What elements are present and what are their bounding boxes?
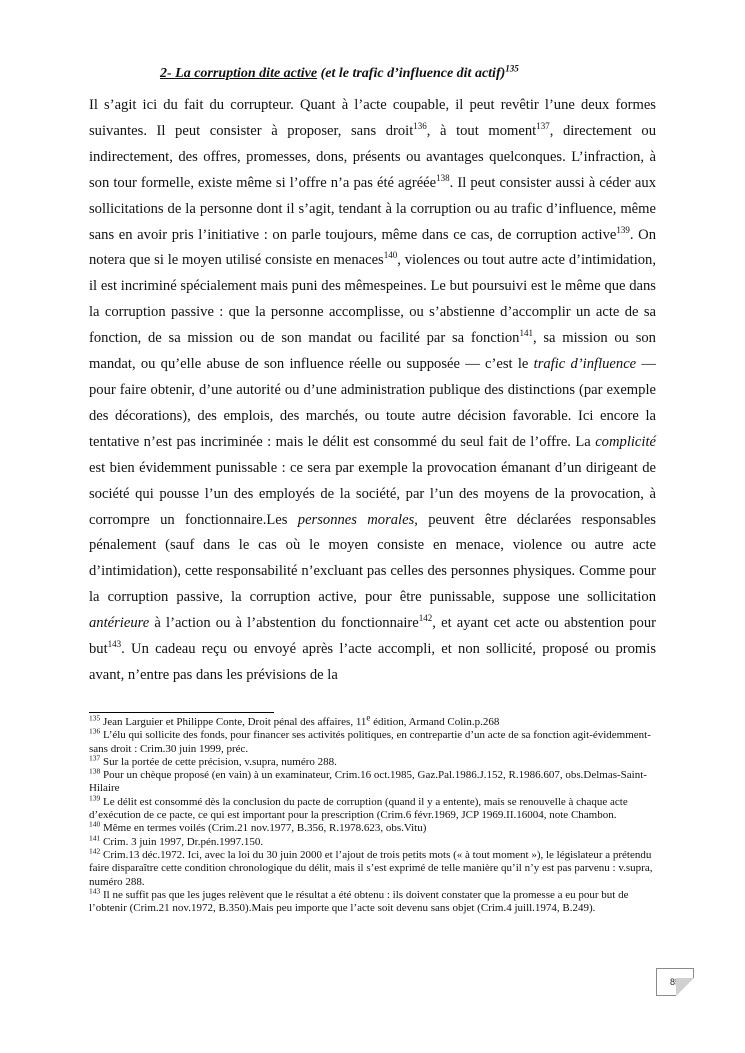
- heading-rest-text: (et le trafic d’influence dit actif): [317, 66, 506, 81]
- text-run: Pour un chèque proposé (en vain) à un examinateur, Crim.16 oct.1985, Gaz.Pal.1986.J.152, R.1986.607, obs.Delmas-Saint-Hilaire: [89, 769, 647, 795]
- text-run: . Un cadeau reçu ou envoyé après l’acte accompli, et non sollicité, proposé ou promis avant, n’entre pas dans les prévisions de la: [89, 641, 656, 683]
- footnote: [89, 833, 656, 849]
- footnote-ref: 136: [413, 121, 427, 132]
- text-run: Crim.13 déc.1972. Ici, avec la loi du 30 juin 2000 et l’ajout de trois petits mots (« à tout moment »), le législateur a prétendu faire disparaître cette condition chronologique du délit, mais il s’est exprimé de telle manière qu’il n’y est pas parvenu : v.supra, numéro 288.: [89, 848, 653, 888]
- italic-text: personnes morales: [297, 511, 415, 528]
- text-run: . Il peut consister aussi à céder aux sollicitations de la personne dont il s’agit, tendant à la corruption ou au trafic d’influence, même sans en avoir pris l’initiative : on parle toujours, même dans ce cas, de corruption active: [89, 174, 656, 243]
- page-corner-fold-icon: [676, 978, 694, 996]
- footnote-number: 141: [89, 833, 101, 843]
- footnote-number: 136: [89, 726, 101, 736]
- heading-underlined-text: 2- La corruption dite active: [160, 66, 318, 81]
- footnote-number: 137: [89, 753, 101, 763]
- footnote: [89, 793, 656, 823]
- footnote-ref: 138: [436, 172, 450, 183]
- text-run: Il ne suffit pas que les juges relèvent que le résultat a été obtenu : ils doivent constater que la promesse a eu pour but de l’obtenir (Crim.21 nov.1972, B.350).Mais peu importe que l’acte soit devenu sans objet (Crim.4 juill.1974, B.249).: [89, 888, 629, 915]
- footnote-number: 140: [89, 819, 101, 829]
- text-run: , à tout moment: [426, 122, 537, 139]
- text-run: , directement ou indirectement, des offres, promesses, dons, présents ou avantages quelconques. L’infraction, à son tour formelle, existe même si l’offre n’a pas été agréée: [89, 122, 656, 191]
- footnote-number: 135: [89, 713, 101, 723]
- heading-footnote-ref: 135: [505, 63, 519, 74]
- text-run: Il s’agit ici du fait du corrupteur. Quant à l’acte coupable, il peut revêtir l’une deux formes suivantes. Il peut consister à proposer, sans droit: [89, 97, 656, 139]
- footnote-ref: e: [366, 712, 371, 723]
- footnote-ref: 142: [418, 613, 433, 624]
- footnote-number: 142: [89, 846, 101, 856]
- text-run: , peuvent être déclarées responsables pénalement (sauf dans le cas où le moyen consiste en menace, violence ou autre acte d’intimidation), cette responsabilité n’excluant pas celles des personnes physiques. Comme pour la corruption passive, la corruption active, pour être punissable, suppose une sollicitation: [89, 511, 656, 606]
- footnote-separator: [89, 712, 274, 713]
- italic-text: trafic d’influence: [533, 356, 637, 373]
- footnote: [89, 846, 656, 889]
- text-run: Le délit est consommé dès la conclusion du pacte de corruption (quand il y a entente), mais se renouvelle à chaque acte d’exécution de ce pacte, ce qui est important pour la prescription (Crim.6 févr.1969, JCP 1969.II.16004, note Chambon.: [89, 795, 628, 822]
- text-run: est bien évidemment punissable : ce sera par exemple la provocation émanant d’un dirigeant de société qui pousse l’un des employés de la société, par l’un des moyens de la provocation, à corrompre un fonctionnaire.Les: [89, 459, 656, 528]
- footnotes: [89, 712, 656, 915]
- footnote-number: 143: [89, 886, 101, 896]
- text-run: — pour faire obtenir, d’une autorité ou d’une administration publique des distinctions (par exemple des décorations), des emplois, des marchés, ou toute autre décision favorable. Ici encore la tentative n’est pas incriminée : mais le délit est consommé du seul fait de l’offre. La: [89, 356, 656, 450]
- page-number: 85: [669, 977, 680, 987]
- footnote: [89, 766, 656, 796]
- section-heading: [160, 63, 519, 82]
- footnote-number: 138: [89, 766, 101, 776]
- text-run: Même en termes voilés (Crim.21 nov.1977, B.356, R.1978.623, obs.Vitu): [103, 822, 427, 835]
- text-run: Crim. 3 juin 1997, Dr.pén.1997.150.: [103, 835, 264, 848]
- text-run: , et ayant cet acte ou abstention pour but: [89, 615, 656, 658]
- footnote: [89, 819, 656, 835]
- text-run: L’élu qui sollicite des fonds, pour financer ses activités politiques, en contrepartie d’un acte de sa fonction agit-évidemment-sans droit : Crim.30 juin 1999, préc.: [89, 729, 651, 755]
- text-run: édition, Armand Colin.p.268: [370, 716, 500, 728]
- text-run: Sur la portée de cette précision, v.supra, numéro 288.: [103, 755, 337, 768]
- footnote: [89, 753, 656, 769]
- footnote-ref: 143: [107, 639, 122, 650]
- text-run: . On notera que si le moyen utilisé consiste en menaces: [89, 226, 656, 269]
- footnote-ref: 139: [616, 224, 630, 235]
- text-run: , violences ou tout autre acte d’intimidation, il est incriminé spécialement mais puni des mêmespeines. Le but poursuivi est le même que dans la corruption passive : que la personne accomplisse, ou s’abstienne d’accomplir un acte de sa fonction, de sa mission ou de son mandat ou facilité par sa fonction: [89, 252, 656, 347]
- footnote-number: 139: [89, 793, 101, 803]
- footnote-ref: 137: [536, 121, 550, 132]
- footnote: [89, 726, 656, 756]
- text-run: Jean Larguier et Philippe Conte, Droit pénal des affaires, 11: [103, 716, 367, 728]
- footnote: [89, 712, 656, 729]
- text-run: à l’action ou à l’abstention du fonctionnaire: [149, 615, 419, 632]
- footnote-ref: 141: [519, 328, 533, 339]
- footnote-ref: 140: [383, 250, 398, 261]
- page-number-box: [656, 968, 694, 996]
- text-run: , sa mission ou son mandat, ou qu’elle abuse de son influence réelle ou supposée — c’est le: [89, 330, 656, 373]
- body-paragraph: [89, 93, 656, 689]
- italic-text: complicité: [595, 433, 656, 450]
- paragraph-text: [89, 93, 656, 689]
- italic-text: antérieure: [89, 615, 150, 632]
- footnote: [89, 886, 656, 916]
